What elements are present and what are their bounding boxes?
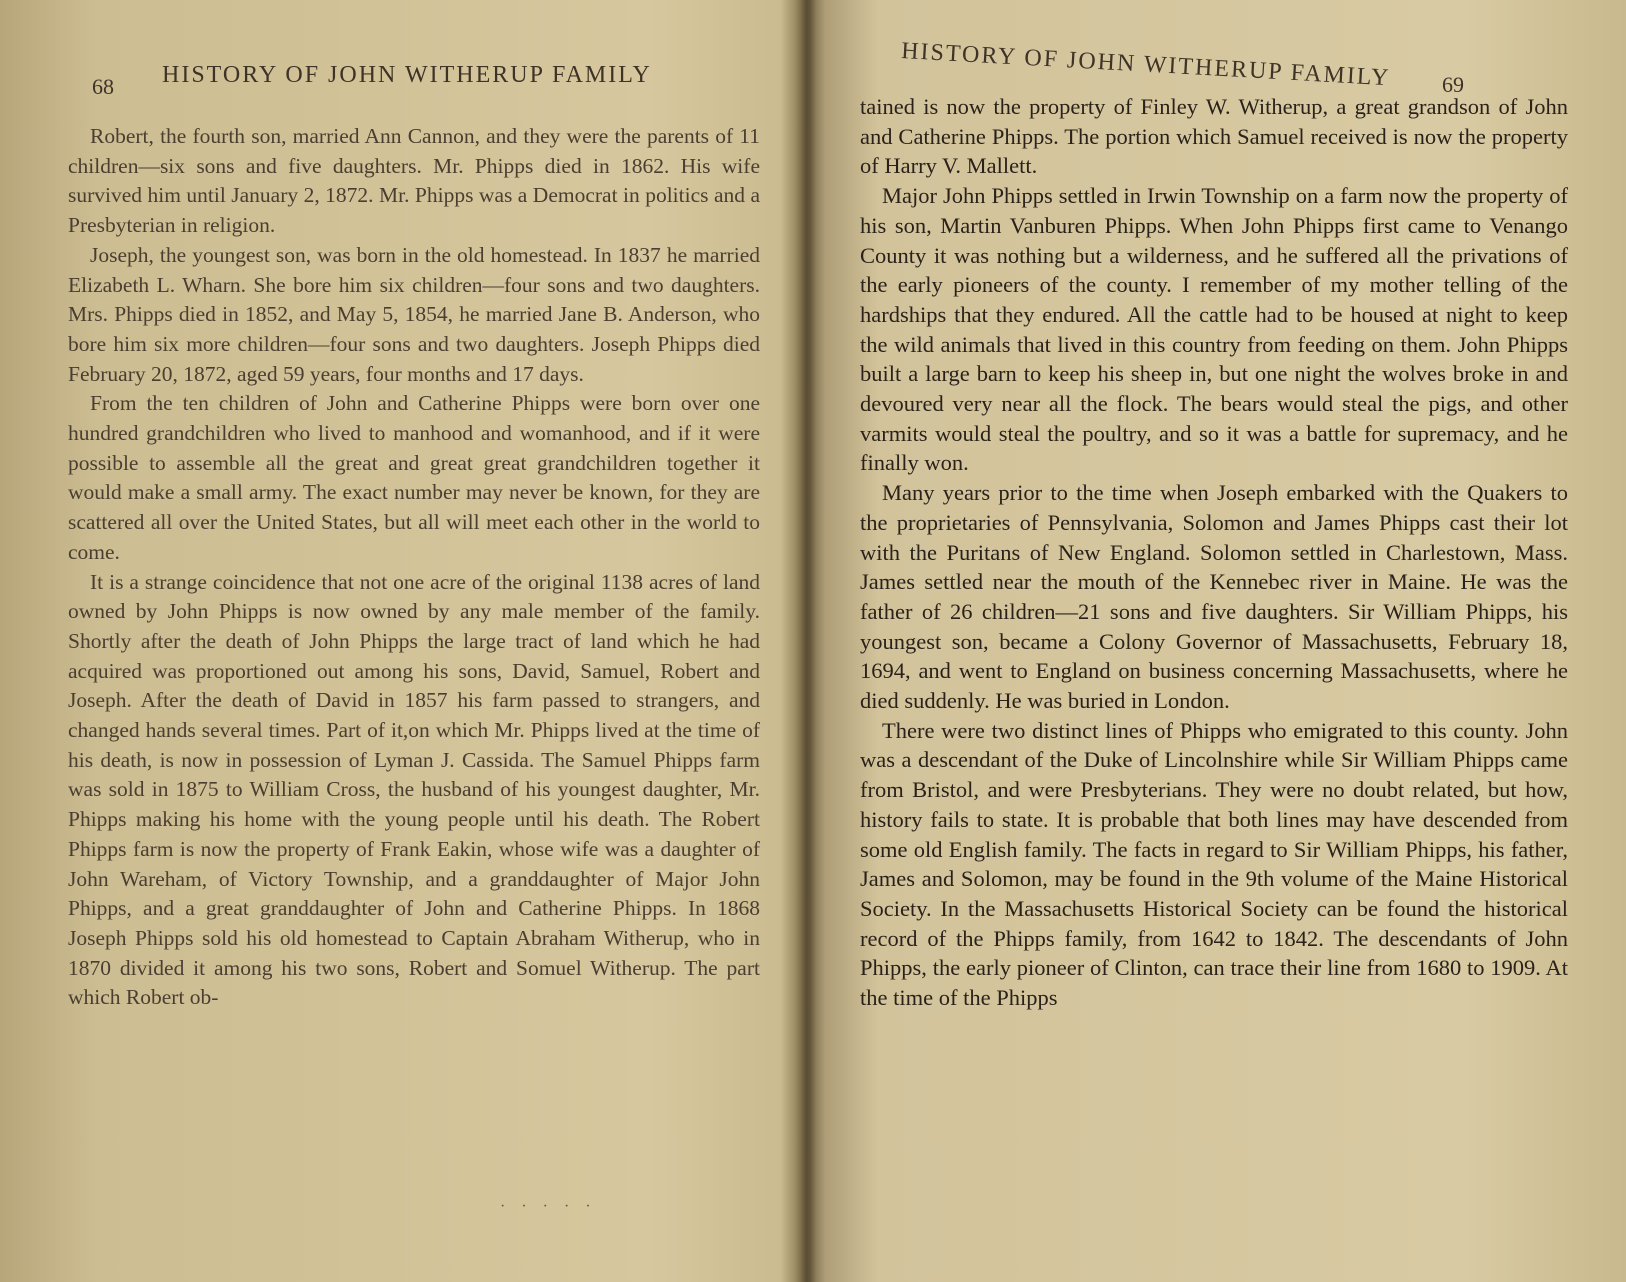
running-header: HISTORY OF JOHN WITHERUP FAMILY — [900, 38, 1392, 92]
page-number: 69 — [1442, 72, 1464, 97]
left-page — [0, 0, 810, 1282]
running-header: HISTORY OF JOHN WITHERUP FAMILY — [162, 62, 652, 88]
paragraph: Major John Phipps settled in Irwin Township on a farm now the property of his son, Martin Vanburen Phipps. When John Phipps first came to Venango County it was nothing but a wilderness, and he suffered all the privations of the early pioneers of the county. I remember of my mother telling of the hardships that they endured. All the cattle had to be housed at night to keep the wild animals that lived in this country from feeding on them. John Phipps built a large barn to keep his sheep in, but one night the wolves broke in and devoured very near all the flock. The bears would steal the pigs, and other varmits would steal the poultry, and so it was a battle for supremacy, and he finally won. — [860, 183, 1568, 476]
paragraph: tained is now the property of Finley W. Witherup, a great grandson of John and Catherine Phipps. The portion which Samuel received is now the property of Harry V. Mallett. — [860, 94, 1568, 179]
paragraph: It is a strange coincidence that not one acre of the original 1138 acres of land owned by John Phipps is now owned by any male member of the family. Shortly after the death of John Phipps the large tract of land which he had acquired was proportioned out among his sons, David, Samuel, Robert and Joseph. After the death of David in 1857 his farm passed to strangers, and changed hands several times. Part of it,on which Mr. Phipps lived at the time of his death, is now in possession of Lyman J. Cassida. The Samuel Phipps farm was sold in 1875 to William Cross, the husband of his youngest daughter, Mr. Phipps making his home with the young people until his death. The Robert Phipps farm is now the property of Frank Eakin, whose wife was a daughter of John Wareham, of Victory Township, and a granddaughter of Major John Phipps, and a great granddaughter of John and Catherine Phipps. In 1868 Joseph Phipps sold his old homestead to Captain Abraham Witherup, who in 1870 divided it among his two sons, Robert and Somuel Witherup. The part which Robert ob- — [68, 569, 760, 1010]
page-number: 68 — [92, 74, 114, 99]
paragraph: There were two distinct lines of Phipps who emigrated to this county. John was a descendant of the Duke of Lincolnshire while Sir William Phipps came from Bristol, and were Presbyterians. They were no doubt related, but how, history fails to state. It is probable that both lines may have descended from some old English family. The facts in regard to Sir William Phipps, his father, James and Solomon, may be found in the 9th volume of the Maine Historical Society. In the Massachusetts Historical Society can be found the historical record of the Phipps family, from 1642 to 1842. The descendants of John Phipps, the early pioneer of Clinton, can trace their line from 1680 to 1909. At the time of the Phipps — [860, 717, 1568, 1011]
right-page — [820, 0, 1626, 1282]
page-body — [860, 92, 1568, 1013]
paragraph: Joseph, the youngest son, was born in the old homestead. In 1837 he married Elizabeth L. Wharn. She bore him six children—four sons and two daughters. Mrs. Phipps died in 1852, and May 5, 1854, he married Jane B. Anderson, who bore him six more children—four sons and two daughters. Joseph Phipps died February 20, 1872, aged 59 years, four months and 17 days. — [68, 242, 760, 386]
paragraph: From the ten children of John and Catherine Phipps were born over one hundred grandchildren who lived to manhood and womanhood, and if it were possible to assemble all the great and great great grandchildren together it would make a small army. The exact number may never be known, for they are scattered all over the United States, but all will meet each other in the world to come. — [68, 391, 760, 564]
page-footer-marks: · · · · · — [500, 1198, 597, 1215]
paragraph: Robert, the fourth son, married Ann Cannon, and they were the parents of 11 children—six sons and five daughters. Mr. Phipps died in 1862. His wife survived him until January 2, 1872. Mr. Phipps was a Democrat in politics and a Presbyterian in religion. — [68, 124, 760, 238]
paragraph: Many years prior to the time when Joseph embarked with the Quakers to the proprietaries of Pennsylvania, Solomon and James Phipps cast their lot with the Puritans of New England. Solomon settled in Charlestown, Mass. James settled near the mouth of the Kennebec river in Maine. He was the father of 26 children—21 sons and five daughters. Sir William Phipps, his youngest son, became a Colony Governor of Massachusetts, February 18, 1694, and went to England on business concerning Massachusetts, where he died suddenly. He was buried in London. — [860, 480, 1568, 714]
page-body — [68, 122, 760, 1013]
